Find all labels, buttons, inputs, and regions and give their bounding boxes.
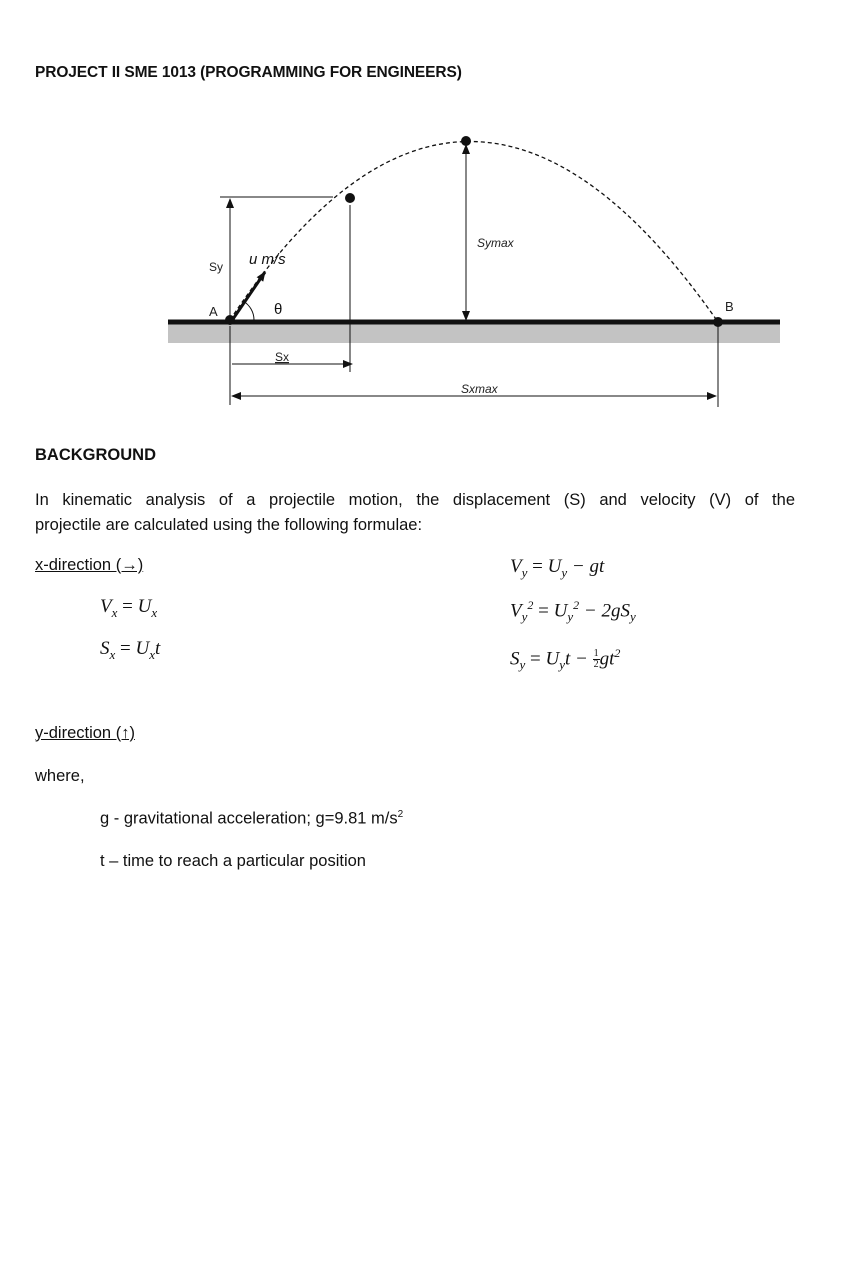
label-point-b: B bbox=[725, 299, 734, 314]
paragraph-line-1: In kinematic analysis of a projectile motion, the displacement (S) and velocity (V) of the bbox=[35, 491, 795, 509]
t-definition: t – time to reach a particular position bbox=[100, 852, 366, 870]
where-label: where, bbox=[35, 767, 85, 785]
label-symax: Symax bbox=[477, 236, 514, 250]
y-direction-label: y-direction (↑) bbox=[35, 724, 135, 742]
projectile-diagram bbox=[0, 0, 860, 420]
point-mid-dot bbox=[345, 193, 355, 203]
document-title: PROJECT II SME 1013 (PROGRAMMING FOR ENGINEERS) bbox=[35, 64, 462, 81]
label-velocity: u m/s bbox=[249, 251, 286, 268]
paragraph-line-2: projectile are calculated using the following formulae: bbox=[35, 516, 423, 534]
trajectory-path bbox=[230, 141, 718, 322]
background-heading: BACKGROUND bbox=[35, 446, 156, 464]
point-b-dot bbox=[713, 317, 723, 327]
equation-vy: $V_y = U_y$ − gt bbox=[510, 556, 605, 580]
x-direction-label: x-direction (→) bbox=[35, 556, 144, 574]
label-sxmax: Sxmax bbox=[461, 382, 498, 396]
equation-sy: $S_y = U_yt$ − $\frac{1}{2}$ $gt^2$ bbox=[510, 646, 621, 673]
equation-vy-squared: $V_y^2 = U_y^2 - 2gS_y$ bbox=[510, 598, 636, 625]
label-point-a: A bbox=[209, 304, 218, 319]
background-paragraph bbox=[35, 488, 795, 538]
label-angle: θ bbox=[274, 301, 283, 318]
label-sy: Sy bbox=[209, 260, 224, 274]
equation-sx: $S_x = U_xt$ bbox=[100, 638, 161, 662]
velocity-vector bbox=[233, 272, 265, 319]
ground-band bbox=[168, 322, 780, 343]
fraction-half: $\frac{1}{2}$ bbox=[593, 648, 599, 671]
point-peak-dot bbox=[461, 136, 471, 146]
equation-vx: $V_x = U_x$ bbox=[100, 596, 158, 620]
g-definition: g - gravitational acceleration; g=9.81 $m/s^2$ bbox=[100, 809, 404, 828]
label-sx: Sx bbox=[275, 350, 290, 364]
